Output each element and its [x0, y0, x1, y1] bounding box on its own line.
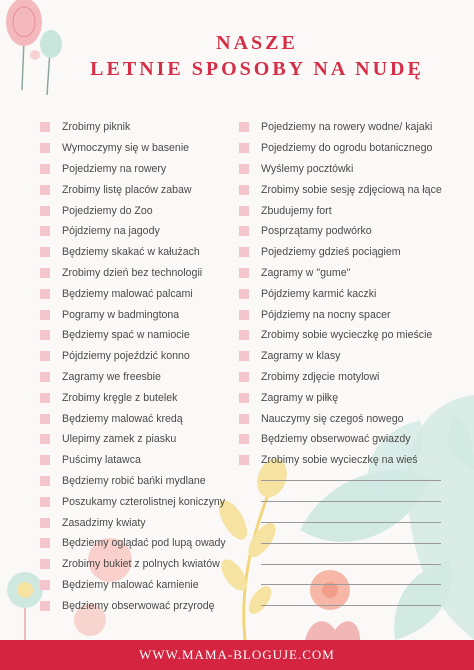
checkbox-square[interactable] [40, 289, 50, 299]
checklist-item-label: Wymoczymy się w basenie [62, 142, 190, 155]
checklist-item-label: Zrobimy kręgle z butelek [62, 391, 178, 404]
blank-write-in-line[interactable] [239, 554, 469, 575]
checklist-item [239, 200, 469, 221]
checklist-item-label: Pojedziemy do ogrodu botanicznego [261, 142, 433, 155]
checkbox-square[interactable] [239, 122, 249, 132]
checklist-item [40, 367, 240, 388]
checkbox-square[interactable] [40, 330, 50, 340]
checklist-item [40, 179, 240, 200]
checklist-item [40, 346, 240, 367]
checklist-item-label: Będziemy obserwować gwiazdy [261, 433, 411, 446]
checklist-item [239, 304, 469, 325]
write-in-rule [261, 522, 441, 523]
checklist-item [40, 575, 240, 596]
checkbox-square[interactable] [40, 559, 50, 569]
checkbox-square[interactable] [239, 372, 249, 382]
checklist-item-label: Zasadzimy kwiaty [62, 516, 146, 529]
checklist-item [239, 450, 469, 471]
checklist-item [40, 450, 240, 471]
checklist-item-label: Zagramy w "gume" [261, 266, 351, 279]
checklist-item [40, 325, 240, 346]
checklist-item [239, 117, 469, 138]
checkbox-square[interactable] [40, 580, 50, 590]
checklist-item [40, 117, 240, 138]
checklist-item-label: Zagramy w klasy [261, 350, 341, 363]
checklist-item [40, 138, 240, 159]
checklist-item-label: Poszukamy czterolistnej koniczyny [62, 495, 226, 508]
checklist-item-label: Zrobimy sobie sesję zdjęciową na łące [261, 183, 442, 196]
blank-write-in-line[interactable] [239, 491, 469, 512]
checkbox-square[interactable] [239, 455, 249, 465]
checkbox-square[interactable] [239, 393, 249, 403]
checklist-item-label: Zrobimy dzień bez technologii [62, 266, 203, 279]
checkbox-square[interactable] [40, 351, 50, 361]
checkbox-square[interactable] [40, 393, 50, 403]
checklist-item-label: Będziemy spać w namiocie [62, 329, 190, 342]
checklist-item [40, 304, 240, 325]
checkbox-square[interactable] [40, 247, 50, 257]
checklist-item-label: Zbudujemy fort [261, 204, 332, 217]
checkbox-square[interactable] [40, 310, 50, 320]
checklist-item-label: Pojedziemy do Zoo [62, 204, 153, 217]
checkbox-square[interactable] [40, 601, 50, 611]
checklist-item-label: Wyślemy pocztówki [261, 162, 354, 175]
checklist-item [239, 159, 469, 180]
checkbox-square[interactable] [239, 351, 249, 361]
checkbox-square[interactable] [40, 476, 50, 486]
activity-list-right [239, 117, 469, 616]
blank-write-in-line[interactable] [239, 471, 469, 492]
checklist-item [40, 283, 240, 304]
checkbox-square[interactable] [239, 268, 249, 278]
checkbox-square[interactable] [40, 538, 50, 548]
checklist-item-label: Pójdziemy na jagody [62, 225, 160, 238]
activity-list-left [40, 117, 240, 616]
write-in-rule [261, 501, 441, 502]
checklist-item-label: Zrobimy piknik [62, 121, 131, 134]
checklist-item-label: Pojedziemy na rowery wodne/ kajaki [261, 121, 433, 134]
checkbox-square[interactable] [40, 414, 50, 424]
checklist-item [239, 138, 469, 159]
blank-write-in-line[interactable] [239, 575, 469, 596]
checkbox-square[interactable] [239, 434, 249, 444]
checklist-item-label: Będziemy skakać w kałużach [62, 246, 200, 259]
write-in-rule [261, 564, 441, 565]
checklist-item-label: Będziemy malować kredą [62, 412, 183, 425]
checklist-item-label: Pójdziemy karmić kaczki [261, 287, 377, 300]
checklist-item-label: Będziemy malować palcami [62, 287, 193, 300]
write-in-rule [261, 584, 441, 585]
page-title [0, 30, 474, 82]
checkbox-square[interactable] [40, 185, 50, 195]
checkbox-square[interactable] [239, 330, 249, 340]
checklist-item [40, 408, 240, 429]
checklist-item [40, 491, 240, 512]
checkbox-square[interactable] [40, 518, 50, 528]
checklist-item-label: Będziemy robić bańki mydlane [62, 474, 206, 487]
footer-banner [0, 640, 474, 670]
checklist-item [239, 325, 469, 346]
checklist-item-label: Zagramy we freesbie [62, 370, 161, 383]
checkbox-square[interactable] [40, 122, 50, 132]
checklist-item [239, 387, 469, 408]
checklist-item [239, 263, 469, 284]
checklist-item [40, 429, 240, 450]
checklist-item [40, 159, 240, 180]
checklist-item [239, 346, 469, 367]
checkbox-square[interactable] [239, 414, 249, 424]
checklist-item-label: Ulepimy zamek z piasku [62, 433, 177, 446]
checkbox-square[interactable] [239, 289, 249, 299]
checklist-item-label: Pójdziemy pojeździć konno [62, 350, 190, 363]
checkbox-square[interactable] [40, 268, 50, 278]
checkbox-square[interactable] [239, 226, 249, 236]
checklist-item-label: Będziemy obserwować przyrodę [62, 599, 215, 612]
checklist-item-label: Pojedziemy gdzieś pociągiem [261, 246, 401, 259]
checklist-item-label: Zrobimy zdjęcie motylowi [261, 370, 380, 383]
checklist-item-label: Będziemy oglądać pod lupą owady [62, 537, 226, 550]
footer-url[interactable]: WWW.MAMA-BLOGUJE.COM [139, 647, 335, 662]
write-in-rule [261, 605, 441, 606]
blank-write-in-line[interactable] [239, 533, 469, 554]
checklist-item [40, 387, 240, 408]
checkbox-square[interactable] [40, 206, 50, 216]
checklist-item-label: Zrobimy sobie wycieczkę na wieś [261, 454, 418, 467]
checklist-item-label: Będziemy malować kamienie [62, 578, 199, 591]
checklist-item-label: Pójdziemy na nocny spacer [261, 308, 391, 321]
checklist-item [40, 471, 240, 492]
checklist-item [239, 367, 469, 388]
title-line-1: NASZE [216, 32, 298, 54]
checklist-item [239, 429, 469, 450]
checkbox-square[interactable] [239, 247, 249, 257]
checklist-item-label: Nauczymy się czegoś nowego [261, 412, 404, 425]
checkbox-square[interactable] [40, 372, 50, 382]
checkbox-square[interactable] [40, 226, 50, 236]
checklist-item [239, 221, 469, 242]
checklist-item-label: Zrobimy sobie wycieczkę po mieście [261, 329, 433, 342]
checkbox-square[interactable] [40, 164, 50, 174]
blank-write-in-line[interactable] [239, 512, 469, 533]
checkbox-square[interactable] [239, 164, 249, 174]
checkbox-square[interactable] [239, 185, 249, 195]
checkbox-square[interactable] [239, 143, 249, 153]
checkbox-square[interactable] [239, 206, 249, 216]
checkbox-square[interactable] [40, 434, 50, 444]
checklist-item-label: Zagramy w piłkę [261, 391, 339, 404]
write-in-rule [261, 480, 441, 481]
checklist-item-label: Zrobimy bukiet z polnych kwiatów [62, 558, 220, 571]
checklist-item [40, 263, 240, 284]
checklist-item [40, 221, 240, 242]
checklist-item [239, 179, 469, 200]
checklist-item [40, 242, 240, 263]
title-line-2: LETNIE SPOSOBY NA NUDĘ [90, 58, 424, 80]
checklist-item [40, 554, 240, 575]
checkbox-square[interactable] [40, 455, 50, 465]
checklist-item-label: Posprzątamy podwórko [261, 225, 372, 238]
checklist-item [239, 283, 469, 304]
checklist-item [239, 408, 469, 429]
checkbox-square[interactable] [40, 143, 50, 153]
checklist-item-label: Puścimy latawca [62, 454, 141, 467]
write-in-rule [261, 543, 441, 544]
checklist-item-label: Pojedziemy na rowery [62, 162, 167, 175]
checkbox-square[interactable] [40, 497, 50, 507]
blank-write-in-line[interactable] [239, 595, 469, 616]
checklist-item [239, 242, 469, 263]
checklist-item [40, 533, 240, 554]
checklist-item-label: Zrobimy listę placów zabaw [62, 183, 192, 196]
checklist-item [40, 512, 240, 533]
checkbox-square[interactable] [239, 310, 249, 320]
checklist-item-label: Pogramy w badmingtona [62, 308, 180, 321]
checklist-item [40, 595, 240, 616]
checklist-item [40, 200, 240, 221]
